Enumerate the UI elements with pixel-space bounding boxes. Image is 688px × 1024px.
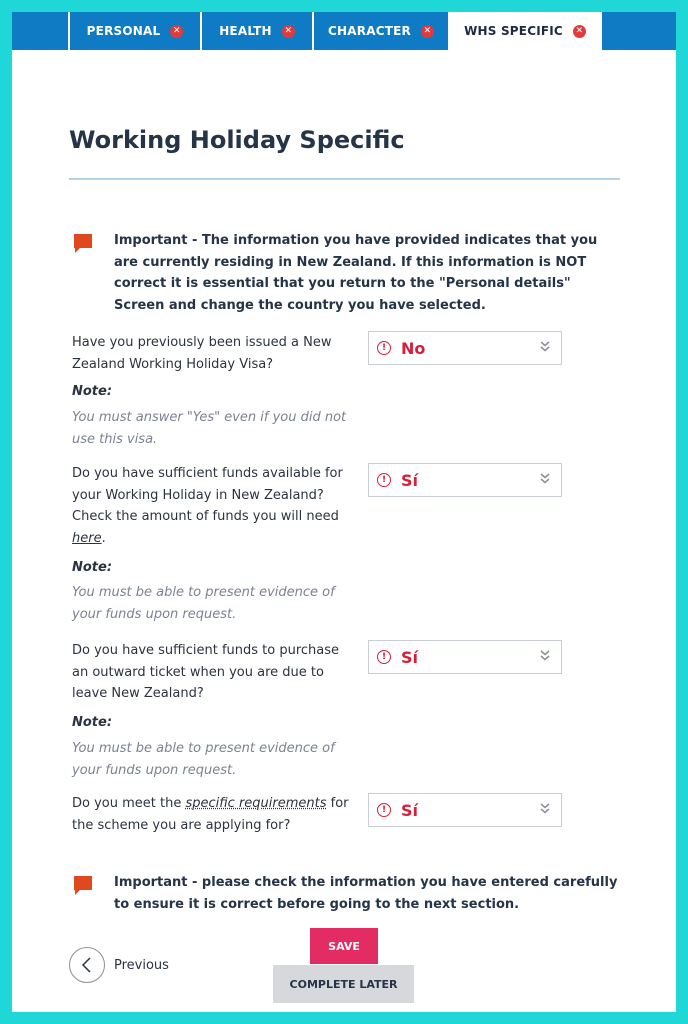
previous-label[interactable]: Previous <box>114 958 169 973</box>
tab-divider <box>600 12 602 50</box>
chevron-left-icon <box>81 957 93 973</box>
tab-label: PERSONAL <box>86 24 161 38</box>
question-text-end: for the scheme you are applying for? <box>72 796 349 833</box>
tab-health[interactable] <box>200 12 312 50</box>
sufficient-funds-select[interactable] <box>368 463 562 497</box>
tab-label: WHS SPECIFIC <box>464 24 563 38</box>
previous-visa-select[interactable] <box>368 331 562 365</box>
tab-bar <box>12 12 676 50</box>
question-text-end: . <box>101 530 106 546</box>
outward-ticket-select[interactable] <box>368 640 562 674</box>
tab-whs-specific[interactable] <box>448 12 600 50</box>
chevron-down-icon <box>539 340 551 354</box>
select-value: Sí <box>401 470 419 490</box>
flag-icon <box>74 234 92 254</box>
note-heading: Note: <box>72 715 113 730</box>
note-text: You must answer "Yes" even if you did not use this visa. <box>72 410 347 447</box>
tab-label: CHARACTER <box>328 24 411 38</box>
error-icon: ! <box>377 650 391 664</box>
error-x-icon: ✕ <box>421 25 434 38</box>
complete-later-button[interactable]: COMPLETE LATER <box>273 965 414 1003</box>
error-x-icon: ✕ <box>170 25 183 38</box>
chevron-down-icon <box>539 649 551 663</box>
select-value: Sí <box>401 647 419 667</box>
funds-here-link[interactable]: here <box>72 530 102 546</box>
save-button[interactable]: SAVE <box>310 928 378 964</box>
question-text: Do you have sufficient funds available for your Working Holiday in New Zealand? Check the amount of funds you will need <box>72 466 343 524</box>
note-text: You must be able to present evidence of your funds upon request. <box>72 585 335 622</box>
question-text: Do you meet the <box>72 796 186 811</box>
application-form <box>12 12 676 1012</box>
previous-button[interactable] <box>69 947 105 983</box>
question-sufficient-funds <box>72 463 352 549</box>
error-x-icon: ✕ <box>282 25 295 38</box>
important-notice: Important - The information you have provided indicates that you are currently residing in New Zealand. If this information is NOT correct it is essential that you return to the "Personal details" Screen and change the country you have selected. <box>114 233 598 313</box>
tab-character[interactable] <box>312 12 448 50</box>
question-outward-ticket: Do you have sufficient funds to purchase an outward ticket when you are due to leave New Zealand? <box>72 643 340 701</box>
error-icon: ! <box>377 341 391 355</box>
chevron-down-icon <box>539 472 551 486</box>
title-divider <box>69 178 620 180</box>
note-heading: Note: <box>72 384 113 399</box>
chevron-down-icon <box>539 802 551 816</box>
error-icon: ! <box>377 803 391 817</box>
question-specific-requirements <box>72 793 352 836</box>
tab-personal[interactable] <box>68 12 200 50</box>
error-icon: ! <box>377 473 391 487</box>
note-heading: Note: <box>72 560 113 575</box>
select-value: No <box>401 338 426 358</box>
note-text: You must be able to present evidence of your funds upon request. <box>72 741 335 778</box>
error-x-icon: ✕ <box>573 25 586 38</box>
flag-icon <box>74 876 92 896</box>
important-notice-bottom: Important - please check the information you have entered carefully to ensure it is correct before going to the next section. <box>114 875 618 912</box>
specific-requirements-link[interactable]: specific requirements <box>185 796 327 811</box>
specific-requirements-select[interactable] <box>368 793 562 827</box>
question-previous-visa: Have you previously been issued a New Zealand Working Holiday Visa? <box>72 335 332 372</box>
tab-label: HEALTH <box>219 24 272 38</box>
page-title: Working Holiday Specific <box>69 126 405 154</box>
select-value: Sí <box>401 800 419 820</box>
